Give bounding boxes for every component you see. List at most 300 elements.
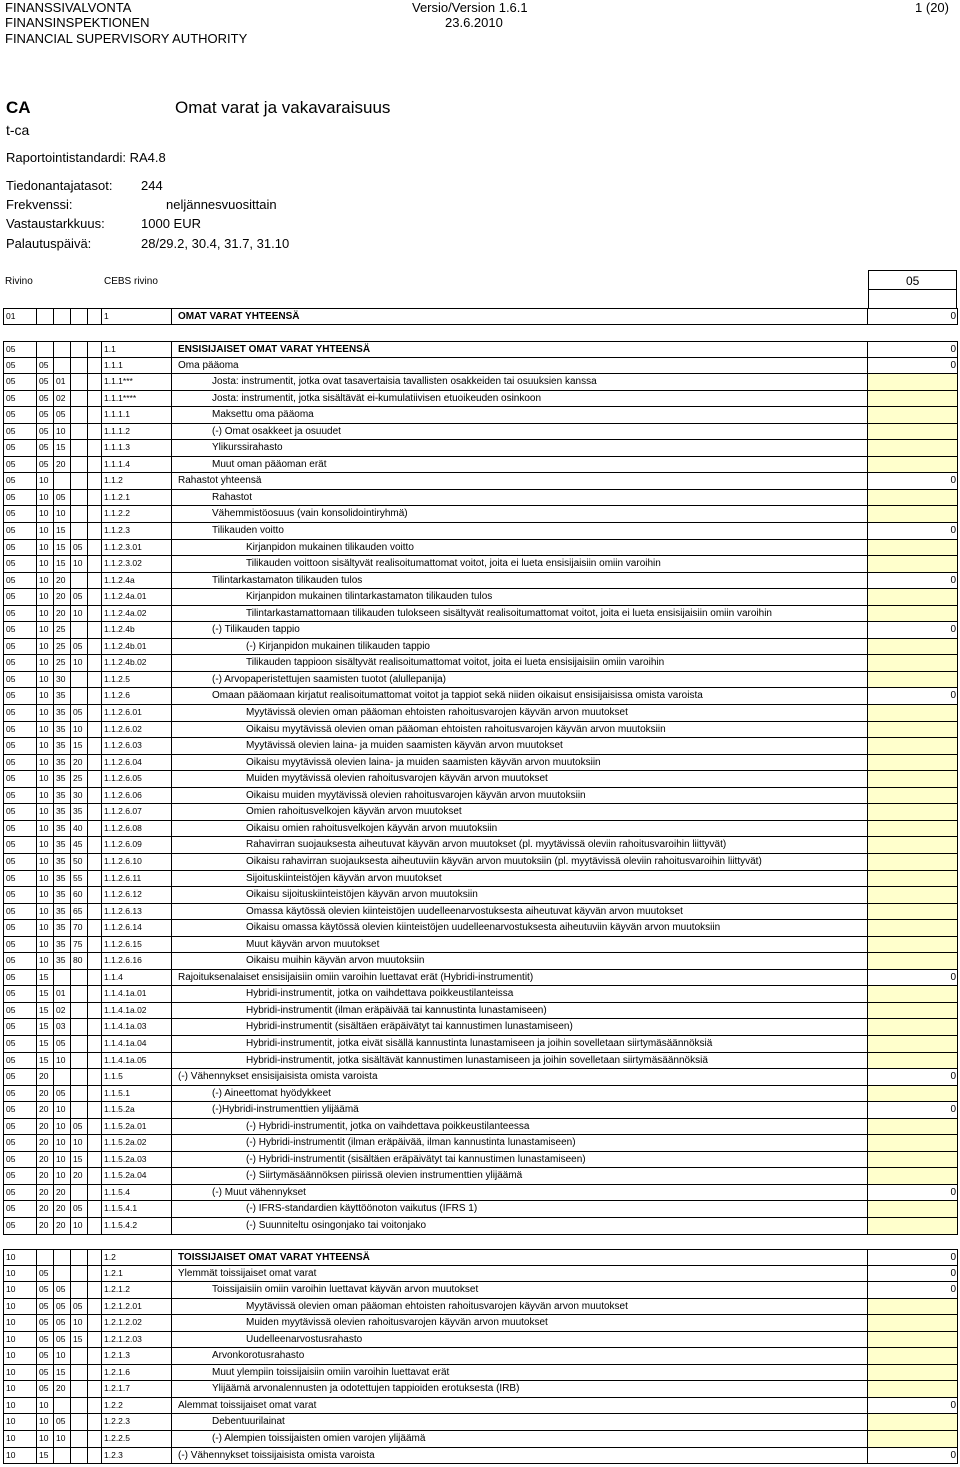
row-code-cell: 20 [53, 457, 70, 473]
value-input-cell[interactable] [867, 1119, 958, 1135]
row-code-cell: 75 [70, 937, 87, 953]
table-row [3, 1185, 958, 1202]
row-code-cell [70, 309, 87, 324]
row-code-cell: 10 [70, 606, 87, 622]
row-code-cell: 15 [36, 1019, 53, 1035]
table-row [3, 1332, 958, 1349]
row-code-cell: 05 [3, 722, 36, 738]
row-code-cell: 10 [3, 1381, 36, 1397]
table-row [3, 1282, 958, 1299]
row-code-cell: 05 [3, 540, 36, 556]
value-input-cell[interactable] [867, 904, 958, 920]
value-input-cell[interactable] [867, 1152, 958, 1168]
row-description: (-) Hybridi-instrumentit, jotka on vaihdettava poikkeustilanteessa [171, 1119, 867, 1135]
cebs-code-cell: 1.1.2.6.03 [101, 738, 171, 754]
table-row [3, 1019, 958, 1036]
row-code-cell: 10 [53, 424, 70, 440]
value-input-cell[interactable] [867, 1201, 958, 1217]
row-code-cell: 35 [53, 871, 70, 887]
value-input-cell[interactable] [867, 722, 958, 738]
value-input-cell[interactable] [867, 871, 958, 887]
row-description: Ylikurssirahasto [171, 440, 867, 456]
row-code-cell: 10 [53, 1431, 70, 1447]
row-value: 0 [950, 1284, 956, 1296]
table-row [3, 589, 958, 606]
row-code-cell: 20 [53, 1201, 70, 1217]
row-code-cell: 05 [53, 1282, 70, 1298]
row-value: 0 [950, 525, 956, 537]
value-input-cell[interactable] [867, 1019, 958, 1035]
table-row [3, 887, 958, 904]
table-row [3, 837, 958, 854]
value-cell [867, 1102, 958, 1118]
row-code-cell: 05 [53, 407, 70, 423]
value-input-cell[interactable] [867, 1365, 958, 1381]
row-code-cell [36, 1250, 53, 1265]
table-row [3, 358, 958, 375]
row-code-cell: 05 [3, 639, 36, 655]
row-value: 0 [950, 1267, 956, 1279]
table-row [3, 1003, 958, 1020]
value-input-cell[interactable] [867, 1135, 958, 1151]
row-code-cell: 20 [53, 1218, 70, 1234]
table-row [3, 821, 958, 838]
row-code-cell [70, 1185, 87, 1201]
table-row [3, 986, 958, 1003]
row-code-cell: 05 [3, 424, 36, 440]
row-code-cell: 02 [53, 391, 70, 407]
table-row [3, 440, 958, 457]
row-code-cell: 05 [36, 1282, 53, 1298]
row-code-cell [70, 506, 87, 522]
row-code-cell: 10 [36, 523, 53, 539]
value-input-cell[interactable] [867, 1086, 958, 1102]
value-input-cell[interactable] [867, 1168, 958, 1184]
table-section [3, 341, 958, 1235]
value-input-cell[interactable] [867, 1299, 958, 1315]
row-code-cell [53, 309, 70, 324]
row-description: (-) IFRS-standardien käyttöönoton vaikutus (IFRS 1) [171, 1201, 867, 1217]
row-code-cell [36, 342, 53, 357]
row-code-cell: 15 [36, 1003, 53, 1019]
meta-line [6, 236, 290, 251]
row-description: Muut oman pääoman erät [171, 457, 867, 473]
col-header-cebs: CEBS rivino [104, 276, 158, 287]
value-input-cell[interactable] [867, 738, 958, 754]
table-row [3, 457, 958, 474]
row-code-cell: 05 [36, 1332, 53, 1348]
cebs-code-cell: 1.1.2.6.05 [101, 771, 171, 787]
row-code-cell: 20 [36, 1218, 53, 1234]
row-code-cell: 05 [3, 887, 36, 903]
value-input-cell[interactable] [867, 655, 958, 671]
value-input-cell[interactable] [867, 1348, 958, 1364]
cebs-code-cell: 1.1.5.2a.02 [101, 1135, 171, 1151]
row-code-cell: 05 [3, 771, 36, 787]
row-description: Muut käyvän arvon muutokset [171, 937, 867, 953]
row-code-cell: 20 [36, 1135, 53, 1151]
row-code-cell: 05 [3, 523, 36, 539]
version-date: 23.6.2010 [445, 15, 503, 30]
row-description: Kirjanpidon mukainen tilintarkastamaton tilikauden tulos [171, 589, 867, 605]
table-row [3, 1069, 958, 1086]
cebs-code-cell: 1.1.2.6.13 [101, 904, 171, 920]
row-code-cell: 05 [36, 1299, 53, 1315]
row-code-cell: 35 [53, 854, 70, 870]
row-description: Uudelleenarvostusrahasto [171, 1332, 867, 1348]
row-code-cell: 05 [70, 705, 87, 721]
value-input-cell[interactable] [867, 887, 958, 903]
row-code-cell: 05 [53, 1414, 70, 1430]
row-description: Rahastot [171, 490, 867, 506]
row-code-cell: 05 [3, 589, 36, 605]
row-code-cell [53, 970, 70, 986]
row-code-cell: 02 [53, 1003, 70, 1019]
cebs-code-cell: 1.1.5.2a [101, 1102, 171, 1118]
cebs-code-cell: 1.1.4 [101, 970, 171, 986]
row-code-cell: 10 [3, 1448, 36, 1464]
row-code-cell: 10 [70, 556, 87, 572]
value-input-cell[interactable] [867, 804, 958, 820]
value-input-cell[interactable] [867, 672, 958, 688]
row-code-cell [53, 473, 70, 489]
row-code-cell [36, 309, 53, 324]
value-cell [867, 1448, 958, 1464]
row-description: Vähemmistöosuus (vain konsolidointiryhmä) [171, 506, 867, 522]
row-code-cell: 05 [3, 920, 36, 936]
value-input-cell[interactable] [867, 374, 958, 390]
cebs-code-cell: 1.2 [101, 1250, 171, 1265]
value-input-cell[interactable] [867, 986, 958, 1002]
table-row [3, 308, 958, 325]
value-cell [867, 688, 958, 704]
row-code-cell: 10 [3, 1398, 36, 1414]
row-code-cell [70, 374, 87, 390]
row-description: (-) Kirjanpidon mukainen tilikauden tappio [171, 639, 867, 655]
row-description: Tilintarkastamattomaan tilikauden tulokseen sisältyvät realisoitumattomat voitot, joita ei lueta ensisijaisiin omiin varoihin [171, 606, 867, 622]
row-code-cell: 10 [53, 1152, 70, 1168]
meta-label: Frekvenssi: [6, 197, 73, 212]
row-code-cell: 15 [53, 440, 70, 456]
org-name-en: FINANCIAL SUPERVISORY AUTHORITY [5, 31, 248, 46]
value-input-cell[interactable] [867, 755, 958, 771]
row-code-cell: 10 [36, 804, 53, 820]
value-input-cell[interactable] [867, 556, 958, 572]
value-input-cell[interactable] [867, 788, 958, 804]
cebs-code-cell: 1.2.1.2 [101, 1282, 171, 1298]
cebs-code-cell: 1.2.1.2.02 [101, 1315, 171, 1331]
row-code-cell [70, 1282, 87, 1298]
row-code-cell: 10 [3, 1282, 36, 1298]
form-title: Omat varat ja vakavaraisuus [175, 98, 391, 117]
row-code-cell [53, 342, 70, 357]
row-code-cell: 10 [36, 672, 53, 688]
row-code-cell [70, 342, 87, 357]
col-header-05: 05 [868, 270, 957, 290]
cebs-code-cell: 1.1.1.4 [101, 457, 171, 473]
row-code-cell: 10 [3, 1431, 36, 1447]
cebs-code-cell: 1.1.2.6.09 [101, 837, 171, 853]
row-description: Omaan pääomaan kirjatut realisoitumattomat voitot ja tappiot sekä niiden oikaisut ensisijaisissa omista varoista [171, 688, 867, 704]
value-input-cell[interactable] [867, 1036, 958, 1052]
row-code-cell: 10 [36, 655, 53, 671]
row-code-cell: 05 [3, 407, 36, 423]
row-code-cell: 10 [53, 1053, 70, 1069]
cebs-code-cell: 1.1.2.6.06 [101, 788, 171, 804]
cebs-code-cell: 1.1.2.6.04 [101, 755, 171, 771]
row-code-cell: 05 [3, 871, 36, 887]
row-code-cell: 05 [36, 440, 53, 456]
row-code-cell: 10 [36, 705, 53, 721]
meta-value: 1000 EUR [141, 216, 201, 231]
value-input-cell[interactable] [867, 1053, 958, 1069]
row-code-cell [53, 1266, 70, 1282]
row-code-cell: 05 [53, 1315, 70, 1331]
meta-label: Palautuspäivä: [6, 236, 92, 251]
value-input-cell[interactable] [867, 589, 958, 605]
table-row [3, 523, 958, 540]
value-input-cell[interactable] [867, 457, 958, 473]
cebs-code-cell: 1.1.2.6.07 [101, 804, 171, 820]
value-input-cell[interactable] [867, 953, 958, 969]
row-code-cell: 35 [53, 953, 70, 969]
row-code-cell: 20 [53, 573, 70, 589]
table-row [3, 1299, 958, 1316]
row-code-cell: 70 [70, 920, 87, 936]
row-code-cell: 10 [70, 655, 87, 671]
row-code-cell: 10 [53, 1119, 70, 1135]
row-code-cell: 03 [53, 1019, 70, 1035]
row-code-cell: 05 [36, 407, 53, 423]
row-code-cell: 05 [3, 1102, 36, 1118]
row-code-cell [53, 1398, 70, 1414]
value-input-cell[interactable] [867, 639, 958, 655]
cebs-code-cell: 1.1.2.4a.02 [101, 606, 171, 622]
value-input-cell[interactable] [867, 391, 958, 407]
row-code-cell: 05 [36, 358, 53, 374]
cebs-code-cell: 1.2.1.3 [101, 1348, 171, 1364]
cebs-code-cell: 1.1.5.2a.04 [101, 1168, 171, 1184]
value-input-cell[interactable] [867, 540, 958, 556]
row-code-cell [70, 622, 87, 638]
row-value: 0 [950, 690, 956, 702]
value-input-cell[interactable] [867, 606, 958, 622]
table-row [3, 953, 958, 970]
value-input-cell[interactable] [867, 440, 958, 456]
value-input-cell[interactable] [867, 1414, 958, 1430]
row-code-cell: 10 [3, 1315, 36, 1331]
row-code-cell: 05 [3, 1086, 36, 1102]
meta-label: Tiedonantajatasot: [6, 178, 113, 193]
row-value: 0 [950, 475, 956, 487]
row-code-cell: 35 [53, 904, 70, 920]
table-row [3, 1315, 958, 1332]
table-row [3, 1431, 958, 1448]
row-code-cell: 55 [70, 871, 87, 887]
meta-value: 28/29.2, 30.4, 31.7, 31.10 [141, 236, 290, 251]
row-code-cell: 05 [3, 440, 36, 456]
row-code-cell: 05 [53, 1086, 70, 1102]
value-input-cell[interactable] [867, 1431, 958, 1447]
row-code-cell [70, 358, 87, 374]
row-code-cell: 10 [3, 1365, 36, 1381]
row-code-cell: 20 [70, 1168, 87, 1184]
value-input-cell[interactable] [867, 1315, 958, 1331]
row-code-cell: 20 [53, 1381, 70, 1397]
value-input-cell[interactable] [867, 490, 958, 506]
row-code-cell: 10 [36, 688, 53, 704]
value-input-cell[interactable] [867, 1381, 958, 1397]
row-code-cell [70, 424, 87, 440]
meta-value: 244 [141, 178, 163, 193]
cebs-code-cell: 1.1.1**** [101, 391, 171, 407]
cebs-code-cell: 1.2.2 [101, 1398, 171, 1414]
row-code-cell: 05 [3, 1003, 36, 1019]
row-description: Rahastot yhteensä [171, 473, 867, 489]
value-cell [867, 622, 958, 638]
row-code-cell: 45 [70, 837, 87, 853]
row-code-cell: 35 [53, 722, 70, 738]
row-description: (-) Suunniteltu osingonjako tai voitonjako [171, 1218, 867, 1234]
row-description: Omien rahoitusvelkojen käyvän arvon muutokset [171, 804, 867, 820]
row-code-cell [70, 1086, 87, 1102]
value-input-cell[interactable] [867, 920, 958, 936]
table-row [3, 755, 958, 772]
cebs-code-cell: 1.1.4.1a.02 [101, 1003, 171, 1019]
row-code-cell: 35 [53, 788, 70, 804]
row-description: Josta: instrumentit, jotka ovat tasavertaisia tavallisten osakkeiden tai osuuksien kanssa [171, 374, 867, 390]
row-code-cell [70, 1266, 87, 1282]
row-code-cell: 20 [70, 755, 87, 771]
row-description: Omassa käytössä olevien kiinteistöjen uudelleenarvostuksesta aiheutuvat käyvän arvon muutokset [171, 904, 867, 920]
cebs-code-cell: 1.1.4.1a.03 [101, 1019, 171, 1035]
row-code-cell: 01 [3, 309, 36, 324]
cebs-code-cell: 1.1.2.3.01 [101, 540, 171, 556]
row-code-cell: 05 [3, 1168, 36, 1184]
row-code-cell: 05 [3, 358, 36, 374]
row-description: Toissijaisiin omiin varoihin luettavat käyvän arvon muutokset [171, 1282, 867, 1298]
row-code-cell: 05 [3, 1185, 36, 1201]
row-code-cell: 80 [70, 953, 87, 969]
row-code-cell: 25 [53, 639, 70, 655]
row-description: Maksettu oma pääoma [171, 407, 867, 423]
row-code-cell [70, 457, 87, 473]
row-code-cell: 35 [53, 887, 70, 903]
row-code-cell: 10 [36, 1431, 53, 1447]
value-cell [867, 1266, 958, 1282]
value-input-cell[interactable] [867, 837, 958, 853]
row-code-cell: 05 [70, 639, 87, 655]
row-code-cell: 10 [3, 1250, 36, 1265]
row-code-cell: 10 [36, 771, 53, 787]
row-code-cell: 05 [3, 804, 36, 820]
row-description: Oikaisu sijoituskiinteistöjen käyvän arvon muutoksiin [171, 887, 867, 903]
value-input-cell[interactable] [867, 1003, 958, 1019]
value-input-cell[interactable] [867, 1332, 958, 1348]
row-code-cell: 20 [53, 1185, 70, 1201]
row-code-cell: 10 [3, 1299, 36, 1315]
row-description: Hybridi-instrumentit, jotka eivät sisällä kannustinta lunastamiseen ja joihin sovelletaan siirtymäsäännöksiä [171, 1036, 867, 1052]
value-input-cell[interactable] [867, 937, 958, 953]
row-description: Josta: instrumentit, jotka sisältävät ei-kumulatiivisen etuoikeuden osinkoon [171, 391, 867, 407]
meta-line [6, 197, 277, 212]
value-cell [867, 1282, 958, 1298]
value-input-cell[interactable] [867, 407, 958, 423]
table-row [3, 705, 958, 722]
row-description: Hybridi-instrumentit (sisältäen eräpäivätyt tai kannustimen lunastamiseen) [171, 1019, 867, 1035]
row-code-cell [70, 688, 87, 704]
cebs-code-cell: 1.1.5.1 [101, 1086, 171, 1102]
row-code-cell: 35 [53, 837, 70, 853]
value-input-cell[interactable] [867, 506, 958, 522]
cebs-code-cell: 1.2.3 [101, 1448, 171, 1464]
row-code-cell: 05 [70, 1119, 87, 1135]
value-cell [867, 970, 958, 986]
meta-line [6, 150, 166, 165]
row-code-cell: 25 [53, 622, 70, 638]
cebs-code-cell: 1.1.2.6.14 [101, 920, 171, 936]
value-input-cell[interactable] [867, 705, 958, 721]
row-description: Oikaisu muihin käyvän arvon muutoksiin [171, 953, 867, 969]
row-code-cell: 05 [53, 1332, 70, 1348]
cebs-code-cell: 1.1.2.4b [101, 622, 171, 638]
table-row [3, 391, 958, 408]
row-description: Sijoituskiinteistöjen käyvän arvon muutokset [171, 871, 867, 887]
row-code-cell: 10 [36, 506, 53, 522]
row-code-cell: 05 [36, 374, 53, 390]
value-input-cell[interactable] [867, 821, 958, 837]
row-code-cell: 10 [36, 473, 53, 489]
cebs-code-cell: 1.1.4.1a.05 [101, 1053, 171, 1069]
row-code-cell: 20 [53, 606, 70, 622]
row-code-cell: 35 [53, 705, 70, 721]
cebs-code-cell: 1.1.2.4a.01 [101, 589, 171, 605]
row-code-cell: 10 [36, 871, 53, 887]
value-cell [867, 358, 958, 374]
value-input-cell[interactable] [867, 424, 958, 440]
row-code-cell: 10 [36, 556, 53, 572]
row-code-cell: 20 [36, 1168, 53, 1184]
value-input-cell[interactable] [867, 854, 958, 870]
row-code-cell: 10 [36, 722, 53, 738]
row-code-cell: 10 [36, 755, 53, 771]
row-code-cell: 05 [53, 1299, 70, 1315]
table-row [3, 1102, 958, 1119]
row-code-cell: 10 [36, 854, 53, 870]
row-description: (-) Vähennykset toissijaisista omista varoista [171, 1448, 867, 1464]
row-code-cell: 15 [70, 738, 87, 754]
cebs-code-cell: 1.1.1.3 [101, 440, 171, 456]
row-code-cell: 05 [3, 821, 36, 837]
row-code-cell [53, 1448, 70, 1464]
row-code-cell [70, 473, 87, 489]
table-row [3, 672, 958, 689]
cebs-code-cell: 1.1.2.5 [101, 672, 171, 688]
row-description: OMAT VARAT YHTEENSÄ [171, 309, 867, 324]
value-input-cell[interactable] [867, 771, 958, 787]
row-code-cell: 35 [53, 937, 70, 953]
value-cell [867, 1398, 958, 1414]
row-description: (-) Muut vähennykset [171, 1185, 867, 1201]
cebs-code-cell: 1.1.2.2 [101, 506, 171, 522]
table-row [3, 473, 958, 490]
value-input-cell[interactable] [867, 1218, 958, 1234]
row-code-cell: 05 [3, 854, 36, 870]
row-code-cell [70, 672, 87, 688]
row-description: Oikaisu omien rahoitusvelkojen käyvän arvon muutoksiin [171, 821, 867, 837]
cebs-code-cell: 1.1.1.1 [101, 407, 171, 423]
row-code-cell: 10 [36, 622, 53, 638]
